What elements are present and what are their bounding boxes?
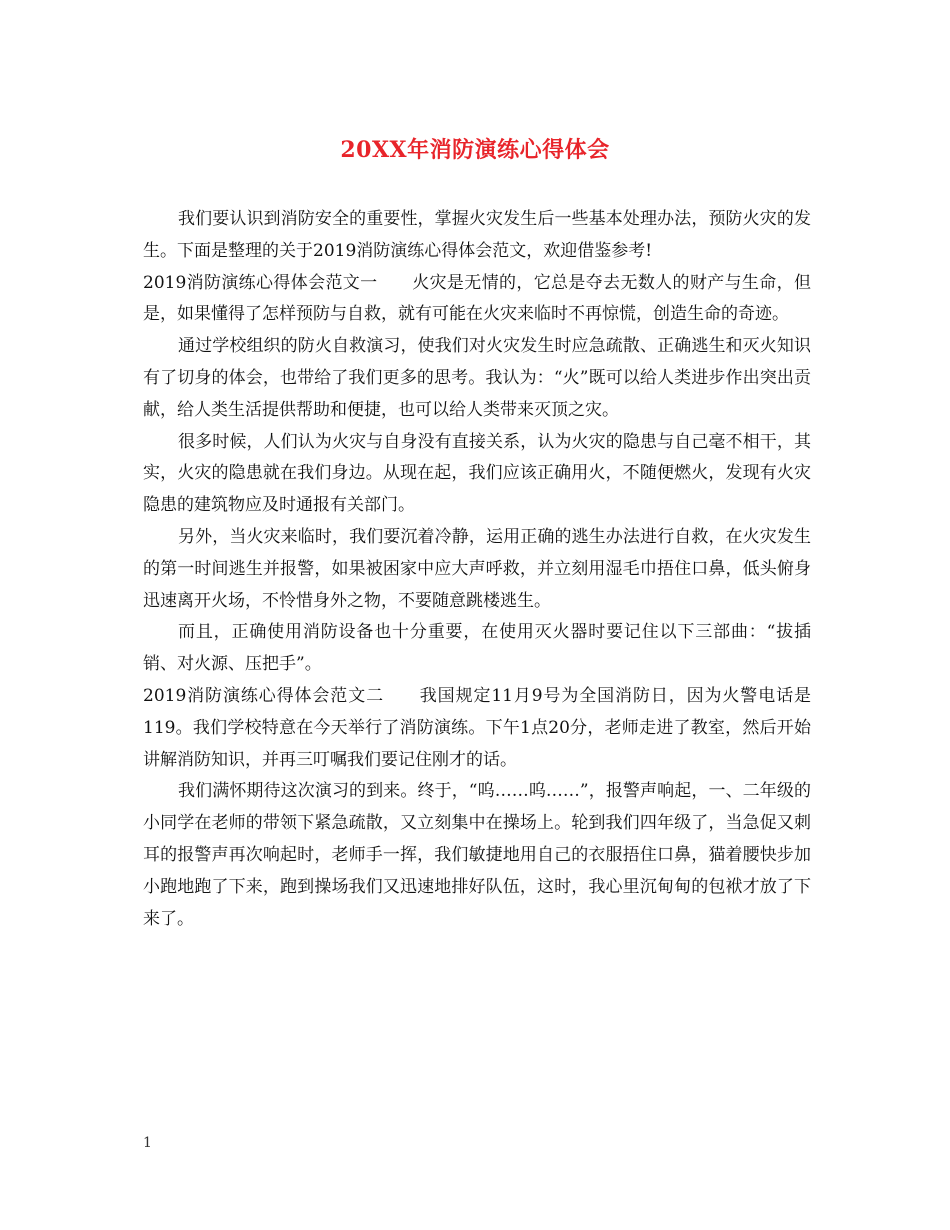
- paragraph-essay-two-start: 2019消防演练心得体会范文二 我国规定11月9号为全国消防日，因为火警电话是119。我们学校特意在今天举行了消防演练。下午1点20分，老师走进了教室，然后开始讲解消防知识，并再三叮嘱我们要记住刚才的话。: [143, 685, 811, 770]
- paragraph-drill-experience: 我们满怀期待这次演习的到来。终于，“呜……呜……”，报警声响起，一、二年级的小同学在老师的带领下紧急疏散，又立刻集中在操场上。轮到我们四年级了，当急促又刺耳的报警声再次响起时，老师手一挥，我们敏捷地用自己的衣服捂住口鼻，猫着腰快步加小跑地跑了下来，跑到操场我们又迅速地排好队伍，这时，我心里沉甸甸的包袱才放了下来了。: [143, 781, 811, 929]
- paragraph-hidden-danger: 很多时候，人们认为火灾与自身没有直接关系，认为火灾的隐患与自己毫不相干，其实，火灾的隐患就在我们身边。从现在起，我们应该正确用火，不随便燃火，发现有火灾隐患的建筑物应及时通报有关部门。: [143, 431, 811, 516]
- paragraph-escape: 另外，当火灾来临时，我们要沉着冷静，运用正确的逃生办法进行自救，在火灾发生的第一时间逃生并报警，如果被困家中应大声呼救，并立刻用湿毛巾捂住口鼻，低头俯身迅速离开火场，不怜惜身外之物，不要随意跳楼逃生。: [143, 526, 811, 611]
- page-number: 1: [143, 1135, 152, 1151]
- paragraph-intro: 我们要认识到消防安全的重要性，掌握火灾发生后一些基本处理办法，预防火灾的发生。下面是整理的关于2019消防演练心得体会范文，欢迎借鉴参考!: [143, 209, 811, 261]
- paragraph-extinguisher: 而且，正确使用消防设备也十分重要，在使用灭火器时要记住以下三部曲：“拔插销、对火源、压把手”。: [143, 622, 811, 675]
- document-body: [143, 204, 811, 935]
- paragraph-essay-one-start: 2019消防演练心得体会范文一 火灾是无情的，它总是夺去无数人的财产与生命，但是，如果懂得了怎样预防与自救，就有可能在火灾来临时不再惊慌，创造生命的奇迹。: [143, 272, 811, 325]
- document-title: 20XX年消防演练心得体会: [340, 137, 610, 163]
- paragraph-school-drill: 通过学校组织的防火自救演习，使我们对火灾发生时应急疏散、正确逃生和灭火知识有了切身的体会，也带给了我们更多的思考。我认为：“火”既可以给人类进步作出突出贡献，给人类生活提供帮助和便捷，也可以给人类带来灭顶之灾。: [143, 336, 811, 420]
